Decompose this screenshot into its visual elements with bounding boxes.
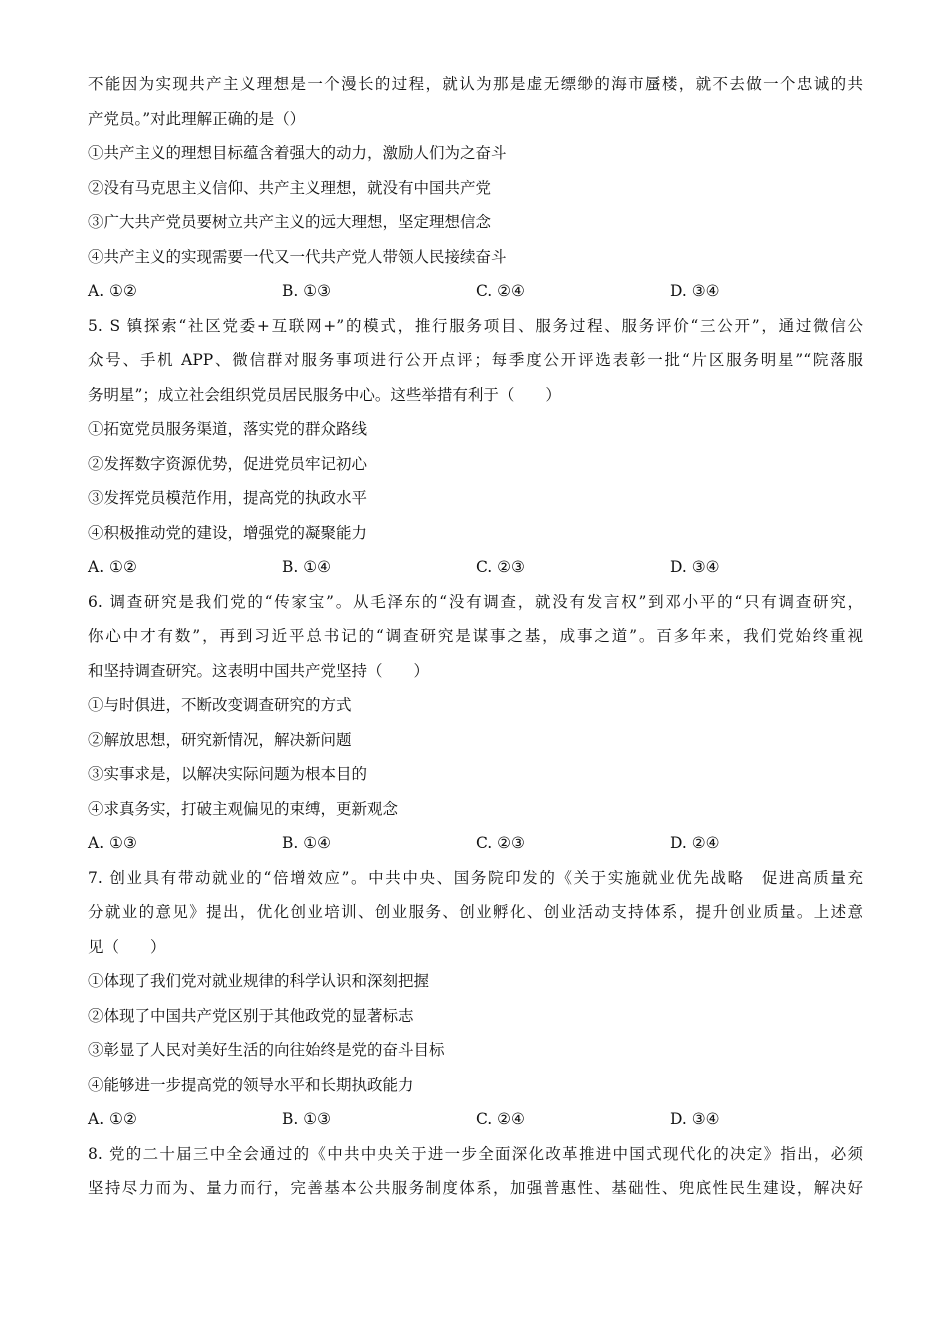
question-6-item-4: ④求真务实，打破主观偏见的束缚，更新观念	[88, 799, 399, 818]
question-7-stem-line: 7. 创业具有带动就业的“倍增效应”。中共中央、国务院印发的《关于实施就业优先战略 促进高质量充	[88, 868, 863, 887]
option-b: B. ①③	[282, 1110, 332, 1128]
option-c: C. ②③	[476, 834, 525, 852]
document-page	[88, 72, 863, 1211]
question-5-item-3: ③发挥党员模范作用，提高党的执政水平	[88, 489, 368, 507]
question-6-options	[88, 831, 863, 855]
question-5-options	[88, 555, 863, 579]
question-7-item-2: ②体现了中国共产党区别于其他政党的显著标志	[88, 1006, 414, 1025]
question-4-options	[88, 279, 863, 303]
option-a: A. ①③	[88, 834, 137, 852]
question-4-item-2: ②没有马克思主义信仰、共产主义理想，就没有中国共产党	[88, 178, 492, 197]
question-4	[88, 72, 863, 303]
question-6-stem-line: 和坚持调查研究。这表明中国共产党坚持（ ）	[88, 661, 430, 680]
question-6-item-1: ①与时俱进，不断改变调查研究的方式	[88, 696, 352, 714]
question-8	[88, 1142, 863, 1201]
option-a: A. ①②	[88, 1110, 137, 1128]
question-7-stem-line: 分就业的意见》提出，优化创业培训、创业服务、创业孵化、创业活动支持体系，提升创业质量。上述意	[88, 903, 863, 921]
question-4-stem-line: 产党员。”对此理解正确的是（）	[88, 109, 306, 128]
question-7	[88, 866, 863, 1132]
question-5-stem-line: 众号、手机 APP、微信群对服务事项进行公开点评；每季度公开评选表彰一批“片区服务明星”“院落服	[88, 351, 863, 369]
option-d: D. ③④	[670, 1110, 720, 1128]
question-5-item-2: ②发挥数字资源优势，促进党员牢记初心	[88, 454, 368, 473]
question-6-stem-line: 6. 调查研究是我们党的“传家宝”。从毛泽东的“没有调查，就没有发言权”到邓小平的“只有调查研究，	[88, 592, 863, 611]
question-5-stem-line: 务明星”；成立社会组织党员居民服务中心。这些举措有利于（ ）	[88, 385, 561, 404]
question-8-stem-line: 坚持尽力而为、量力而行，完善基本公共服务制度体系，加强普惠性、基础性、兜底性民生建设，解决好	[88, 1179, 863, 1197]
option-b: B. ①④	[282, 558, 332, 576]
question-4-stem-line: 不能因为实现共产主义理想是一个漫长的过程，就认为那是虚无缥缈的海市蜃楼，就不去做一个忠诚的共	[88, 75, 863, 93]
option-b: B. ①③	[282, 282, 332, 300]
option-c: C. ②④	[476, 282, 525, 300]
question-7-stem-line: 见（ ）	[88, 937, 166, 956]
option-c: C. ②④	[476, 1110, 525, 1128]
question-5-item-4: ④积极推动党的建设，增强党的凝聚能力	[88, 523, 368, 542]
option-a: A. ①②	[88, 282, 137, 300]
option-d: D. ③④	[670, 558, 720, 576]
option-b: B. ①④	[282, 834, 332, 852]
question-8-stem-line: 8. 党的二十届三中全会通过的《中共中央关于进一步全面深化改革推进中国式现代化的决定》指出，必须	[88, 1144, 863, 1163]
question-7-item-3: ③彰显了人民对美好生活的向往始终是党的奋斗目标	[88, 1041, 445, 1059]
option-c: C. ②③	[476, 558, 525, 576]
question-5	[88, 314, 863, 580]
option-d: D. ③④	[670, 282, 720, 300]
option-d: D. ②④	[670, 834, 720, 852]
question-6-item-3: ③实事求是，以解决实际问题为根本目的	[88, 765, 368, 783]
question-7-options	[88, 1107, 863, 1131]
question-5-item-1: ①拓宽党员服务渠道，落实党的群众路线	[88, 420, 368, 438]
question-4-item-3: ③广大共产党员要树立共产主义的远大理想，坚定理想信念	[88, 213, 492, 231]
question-6	[88, 590, 863, 856]
question-4-item-1: ①共产主义的理想目标蕴含着强大的动力，激励人们为之奋斗	[88, 144, 507, 162]
question-7-item-1: ①体现了我们党对就业规律的科学认识和深刻把握	[88, 972, 430, 990]
question-6-stem-line: 你心中才有数”，再到习近平总书记的“调查研究是谋事之基，成事之道”。百多年来，我们党始终重视	[88, 627, 863, 645]
question-7-item-4: ④能够进一步提高党的领导水平和长期执政能力	[88, 1075, 414, 1094]
question-4-item-4: ④共产主义的实现需要一代又一代共产党人带领人民接续奋斗	[88, 247, 507, 266]
question-6-item-2: ②解放思想，研究新情况，解决新问题	[88, 730, 352, 749]
question-5-stem-line: 5. S 镇探索“社区党委+互联网+”的模式，推行服务项目、服务过程、服务评价“三公开”，通过微信公	[88, 316, 863, 335]
option-a: A. ①②	[88, 558, 137, 576]
